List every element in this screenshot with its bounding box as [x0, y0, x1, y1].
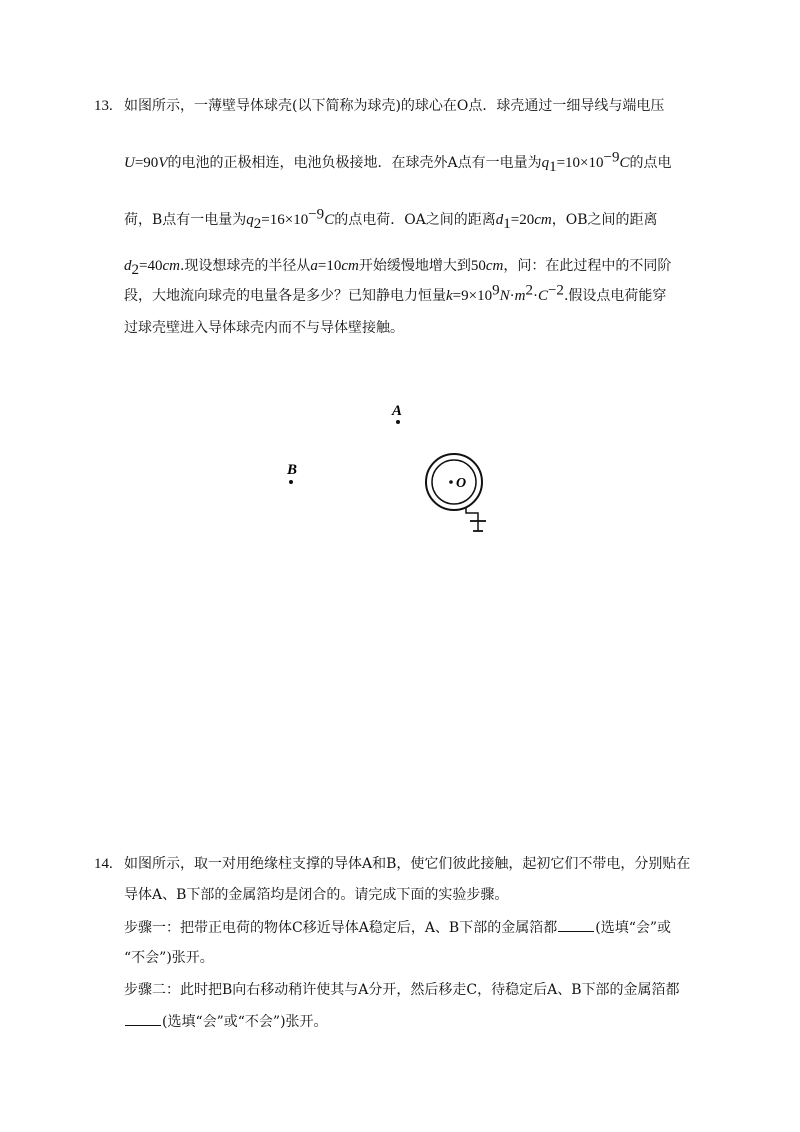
q14-text: (选填“会”或 — [595, 920, 672, 936]
q14-line-1: 如图所示，取一对用绝缘柱支撑的导体A和B，使它们彼此接触，起初它们不带电，分别贴在 — [124, 856, 691, 872]
q14-line-3 — [124, 917, 671, 938]
label-b: B — [287, 462, 298, 478]
q13-value-q1: =10×10 — [556, 155, 604, 171]
q14-text: 步骤一：把带正电荷的物体C移近导体A稳定后，A、B下部的金属箔都 — [124, 920, 558, 936]
q13-figure-svg — [270, 395, 510, 545]
answer-blank-1[interactable] — [558, 917, 594, 932]
ground-wire — [466, 507, 478, 521]
q13-value-U: =90 — [134, 155, 159, 171]
q13-subscript: 2 — [253, 215, 262, 232]
q13-value-a: =10 — [317, 258, 342, 274]
q13-symbol-q: q — [541, 155, 550, 171]
question-14-number: 14. — [94, 856, 113, 872]
q14-line-6 — [124, 1011, 328, 1032]
point-b — [289, 480, 293, 484]
q13-unit-cm: cm — [341, 258, 359, 274]
q13-line-2 — [124, 149, 672, 175]
answer-blank-2[interactable] — [125, 1011, 161, 1026]
q14-line-2: 导体A、B下部的金属箔均是闭合的。请完成下面的实验步骤。 — [124, 887, 509, 903]
q13-exponent: −9 — [308, 206, 325, 223]
q14-text: (选填“会”或“不会”)张开。 — [162, 1014, 328, 1030]
q14-line-5: 步骤二：此时把B向右移动稍许使其与A分开，然后移走C，待稳定后A、B下部的金属箔都 — [124, 982, 680, 998]
q13-text: 的点电 — [629, 155, 672, 171]
q13-dot: · — [509, 288, 515, 304]
q13-unit-C: C — [537, 288, 548, 304]
label-o: O — [456, 476, 467, 491]
center-point-o — [449, 480, 453, 484]
q13-symbol-k: k — [446, 288, 453, 304]
q13-unit-cm: cm — [162, 258, 180, 274]
q13-unit-N: N — [499, 288, 510, 304]
q13-unit-cm: cm — [534, 212, 552, 228]
question-13-number: 13. — [94, 98, 113, 114]
q13-subscript: 2 — [131, 261, 139, 278]
q13-text: .假设点电荷能穿 — [563, 288, 667, 304]
q13-value-q2: =16×10 — [261, 212, 309, 228]
point-a — [396, 420, 400, 424]
q13-symbol-d: d — [124, 258, 132, 274]
q13-exponent: −2 — [547, 282, 564, 299]
q13-line-6: 过球壳壁进入导体球壳内而不与导体壁接触。 — [124, 320, 404, 336]
q13-unit-m: m — [514, 288, 526, 304]
q13-symbol-q: q — [246, 212, 254, 228]
q13-dot: · — [532, 288, 538, 304]
q13-value-max: 50 — [470, 258, 486, 274]
q13-symbol-U: U — [124, 155, 135, 171]
q13-figure — [270, 395, 510, 545]
q13-text: 荷，B点有一电量为 — [124, 212, 247, 228]
q13-unit-C: C — [324, 212, 335, 228]
q13-unit-C: C — [619, 155, 630, 171]
q13-value-d1: =20 — [510, 212, 535, 228]
q13-exponent: 2 — [525, 282, 533, 299]
q13-text: 段，大地流向球壳的电量各是多少？已知静电力恒量 — [124, 288, 446, 304]
q14-line-4: “不会”)张开。 — [124, 950, 214, 966]
q13-text: 开始缓慢地增大到 — [358, 258, 471, 274]
q13-unit-V: V — [158, 155, 168, 171]
q13-exponent: −9 — [603, 149, 620, 166]
q13-line-1: 如图所示，一薄壁导体球壳(以下简称为球壳)的球心在O点．球壳通过一细导线与端电压 — [124, 98, 665, 114]
q13-value-d2: =40 — [139, 258, 163, 274]
q13-value-k: =9×10 — [452, 288, 493, 304]
q13-text: 的电池的正极相连，电池负极接地．在球壳外A点有一电量为 — [167, 155, 542, 171]
inner-shell-circle — [432, 460, 476, 504]
q13-subscript: 1 — [549, 158, 557, 175]
q13-symbol-a: a — [310, 258, 318, 274]
q13-subscript: 1 — [503, 215, 511, 232]
label-a: A — [392, 403, 403, 419]
q13-symbol-d: d — [495, 212, 504, 228]
q13-unit-cm: cm — [485, 258, 504, 274]
q13-text: .现设想球壳的半径从 — [179, 258, 311, 274]
q13-text: ，OB之间的距离 — [551, 212, 658, 228]
q13-text: 的点电荷．OA之间的距离 — [334, 212, 496, 228]
q13-line-4 — [124, 256, 671, 276]
outer-shell-circle — [426, 454, 482, 510]
q13-line-3 — [124, 206, 658, 232]
q13-text: ，问：在此过程中的不同阶 — [503, 258, 672, 274]
q13-exponent: 9 — [492, 282, 500, 299]
q13-line-5 — [124, 282, 667, 306]
